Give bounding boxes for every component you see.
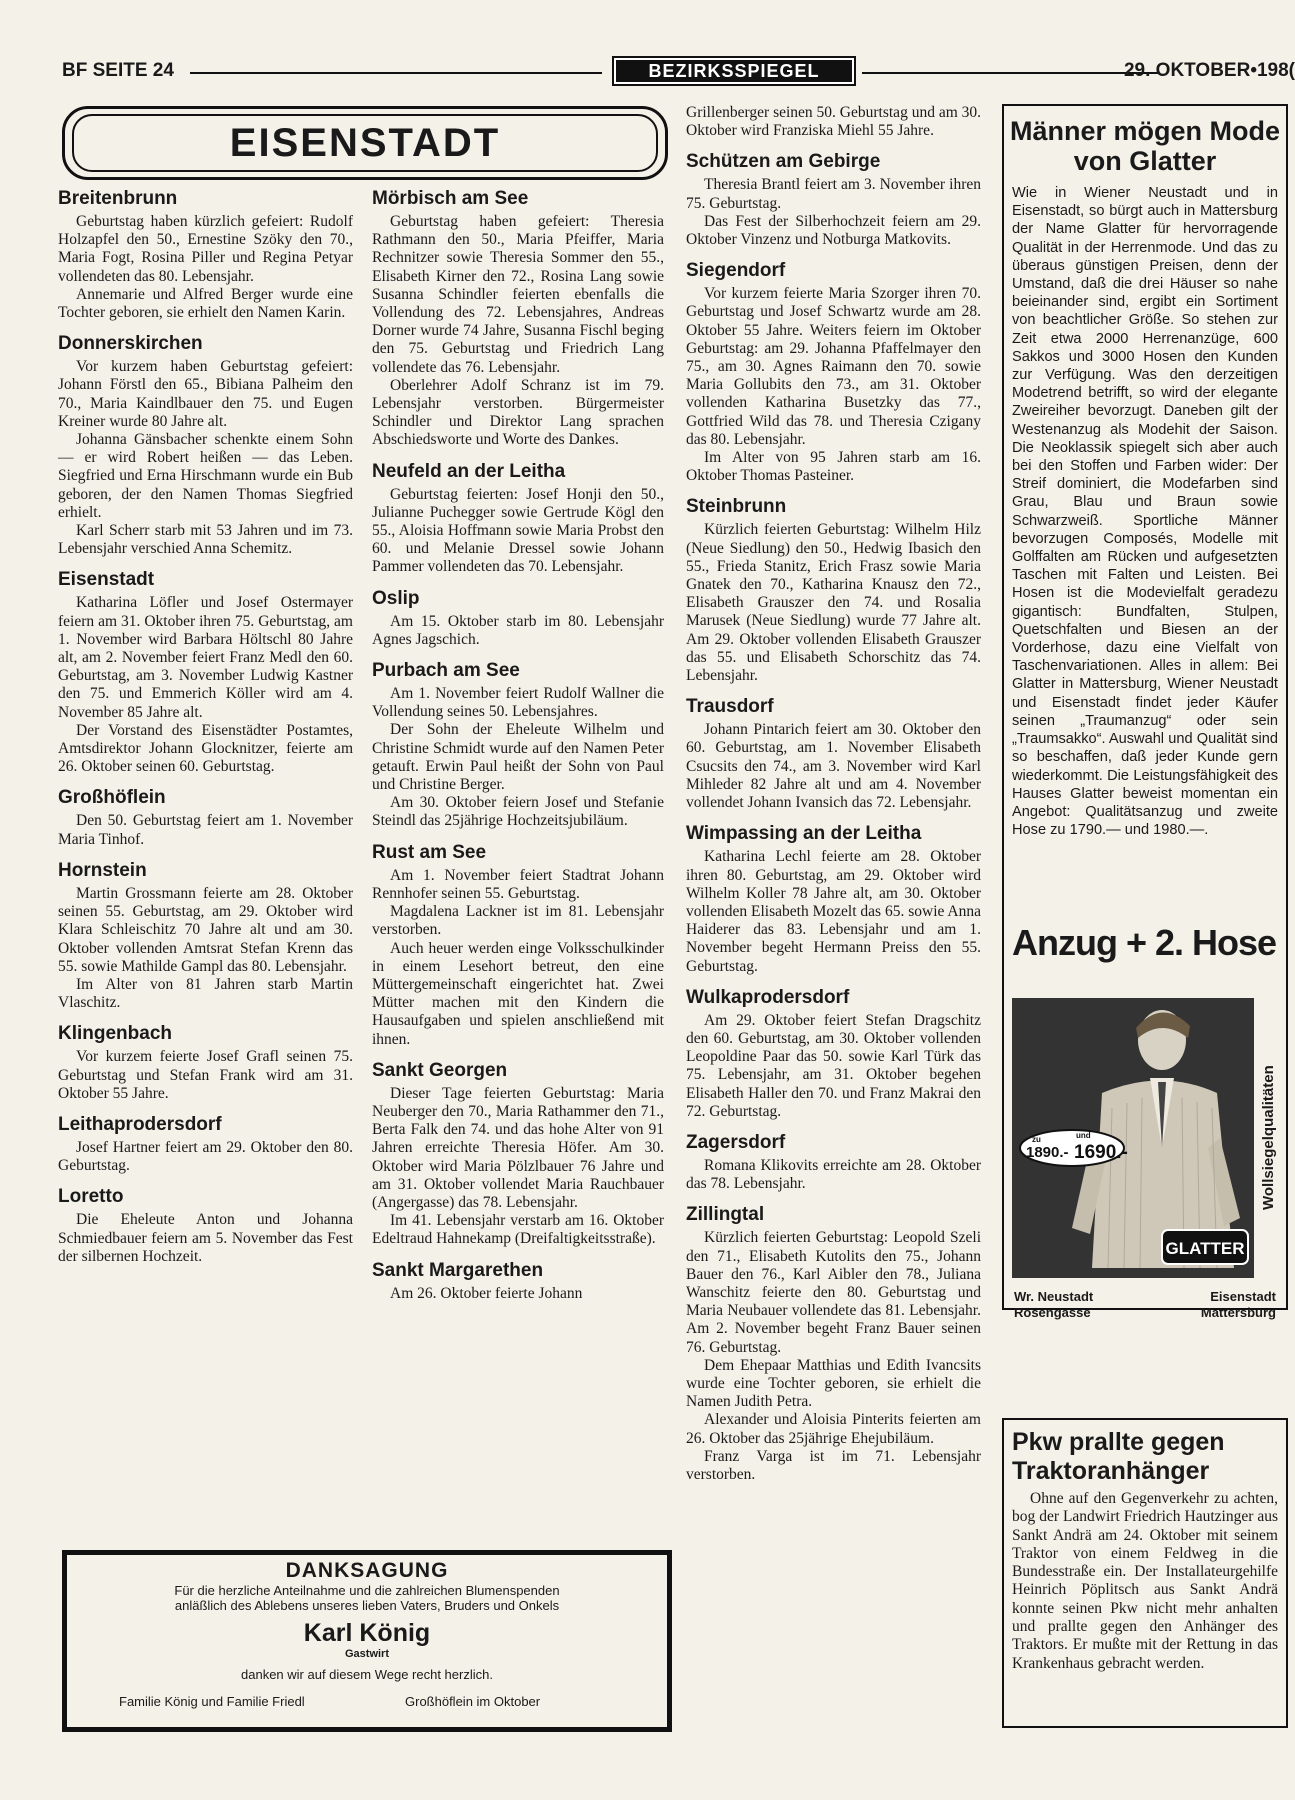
ad-headline: Anzug + 2. Hose bbox=[1012, 922, 1277, 963]
glatter-advertisement bbox=[1002, 104, 1288, 1320]
header-rule-right bbox=[862, 72, 1159, 74]
article-paragraph: Vor kurzem feierte Maria Szorger ihren 70. Geburtstag und Josef Schwartz wurde am 28. Oktober 55 Jahre. Weiters feiern im Oktober Geburtstag: am 29. Johanna Pfaffelmayer den 75., am 30. Agnes Raimann den 70. sowie Maria Gollubits den 73., am 31. Oktober vollenden Katharina Busetzky das 77., Gottfried Wild das 78. und Theresia Czigany das 80. Lebensjahr. bbox=[686, 285, 981, 448]
ad-location-2 bbox=[1174, 1289, 1276, 1321]
article-heading: Schützen am Gebirge bbox=[686, 151, 881, 173]
article-paragraph: Johanna Gänsbacher schenkte einem Sohn — er wird Robert heißen — das Leben. Siegfried und Erna Hirschmann wurde ein Bub geboren, der den Namen Thomas Siegfried erhielt. bbox=[58, 431, 353, 521]
article-section bbox=[686, 260, 981, 485]
article-heading: Siegendorf bbox=[686, 260, 786, 282]
article-heading: Eisenstadt bbox=[58, 569, 155, 591]
article-section bbox=[372, 1260, 664, 1303]
article-paragraph: Franz Varga ist im 71. Lebensjahr verstorben. bbox=[686, 1447, 981, 1483]
column-3 bbox=[686, 104, 981, 1484]
article-paragraph: Theresia Brantl feiert am 3. November ihren 75. Geburtstag. bbox=[686, 176, 981, 212]
article-section bbox=[58, 1186, 353, 1266]
issue-date: 29. OKTOBER•198( bbox=[1123, 60, 1295, 81]
deceased-role: Gastwirt bbox=[344, 1648, 389, 1660]
article-heading: Trausdorf bbox=[686, 696, 774, 718]
article-heading: Steinbrunn bbox=[686, 496, 787, 518]
ad-location-city: Eisenstadt bbox=[1210, 1289, 1276, 1304]
column-2 bbox=[372, 188, 664, 1303]
article-paragraph: Vor kurzem feierte Josef Grafl seinen 75. Geburtstag und Stefan Frank wird am 31. Oktober 55 Jahre. bbox=[58, 1048, 353, 1102]
article-section bbox=[372, 660, 664, 831]
article-heading: Klingenbach bbox=[58, 1023, 173, 1045]
article-paragraph: Kürzlich feierten Geburtstag: Leopold Szeli den 71., Elisabeth Kutolits den 75., Johann Bauer den 76., Karl Aibler den 78., Juliana Wanschitz feierte den 80. Geburtstag und Maria Neubauer vollendete das 81. Lebensjahr. Am 2. November begeht Franz Bauer seinen 76. Geburtstag. bbox=[686, 1229, 981, 1356]
article-section bbox=[686, 1132, 981, 1193]
news-title: Pkw prallte gegen Traktoranhänger bbox=[1012, 1428, 1225, 1485]
article-paragraph: Im Alter von 81 Jahren starb Martin Vlaschitz. bbox=[58, 975, 353, 1012]
article-paragraph: Der Sohn der Eheleute Wilhelm und Christine Schmidt wurde auf den Namen Peter getauft. Erwin Paul heißt der Sohn von Paul und Christine Berger. bbox=[372, 721, 664, 794]
article-section bbox=[58, 1023, 353, 1103]
article-paragraph: Am 15. Oktober starb im 80. Lebensjahr Agnes Jagschich. bbox=[372, 612, 664, 648]
article-paragraph: Am 1. November feiert Stadtrat Johann Rennhofer seinen 55. Geburtstag. bbox=[372, 866, 664, 902]
article-section bbox=[58, 569, 353, 776]
article-paragraph: Josef Hartner feiert am 29. Oktober den 80. Geburtstag. bbox=[58, 1138, 353, 1175]
article-section bbox=[58, 333, 353, 558]
article-paragraph: Karl Scherr starb mit 53 Jahren und im 73. Lebensjahr verschied Anna Schemitz. bbox=[58, 522, 353, 558]
article-paragraph: Annemarie und Alfred Berger wurde eine Tochter geboren, sie erhielt den Namen Karin. bbox=[58, 285, 353, 322]
article-paragraph: Vor kurzem haben Geburtstag gefeiert: Johann Förstl den 65., Bibiana Palheim den 70., Maria Kaindlbauer den 75. und Eugen Kreiner wurde 80 Jahre alt. bbox=[58, 358, 353, 430]
danksagung-place: Großhöflein im Oktober bbox=[405, 1694, 541, 1709]
article-section bbox=[58, 1114, 353, 1175]
danksagung-line: danken wir auf diesem Wege recht herzlich. bbox=[241, 1667, 493, 1682]
article-heading: Zagersdorf bbox=[686, 1131, 786, 1153]
ad-body: Wie in Wiener Neustadt und in Eisenstadt, so bürgt auch in Mattersburg der Name Glatter für hervorragende Qualität in der Herrenmode. Und das zu überaus günstigen Preisen, denn der Umstand, daß die drei Häuser so nahe beieinander sind, ergibt ein Sortiment von beachtlicher Größe. So stehen zur Zeit etwa 2000 Herrenanzüge, 600 Sakkos und 3000 Hosen den Kunden zur Verfügung. Was den derzeitigen Modetrend betrifft, so wird der elegante Zweireiher bevorzugt. Daneben gilt der Westenanzug als Modehit der Saison. Die Neoklassik spiegelt sich aber auch bei den Stoffen und Farben wider: Der Streif dominiert, die Modefarben sind Grau, Blau und Braun sowie Schwarzweiß. Sportliche Männer bevorzugen Composés, Modelle mit Golffalten am Rücken und aufgesetzten Taschen mit Falten und Leisten. Bei Hosen ist die Modevielfalt geradezu gigantisch: Bundfalten, Stulpen, Quetschfalten und Biesen an der Vorderhose, dazu eine Vielfalt von Taschenvariationen. Alles in allem: Bei Glatter in Mattersburg, Wiener Neustadt und Eisenstadt findet jeder Käufer seinen „Traumanzug“ oder sein „Traumsakko“. Auswahl und Qualität sind so beschaffen, daß jeder Kunde gern wiederkommt. Die Leistungsfähigkeit des Hauses Glatter beweist momentan ein Angebot: Qualitätsanzug und zweite Hose zu 1790.— und 1980.—. bbox=[1012, 185, 1278, 839]
article-section bbox=[372, 842, 664, 1049]
danksagung-signature: Familie König und Familie Friedl bbox=[119, 1694, 305, 1709]
article-section bbox=[58, 860, 353, 1012]
article-section bbox=[372, 1060, 664, 1249]
ad-vertical-slogan: Wollsiegelqualitäten bbox=[1260, 1065, 1277, 1211]
article-heading: Mörbisch am See bbox=[372, 188, 529, 209]
article-heading: Loretto bbox=[58, 1186, 124, 1208]
news-body: Ohne auf den Gegenverkehr zu achten, bog der Landwirt Friedrich Hautzinger aus Sankt Andrä am 24. Oktober mit seinem Traktor von einem Feldweg in die Bundesstraße ein. Der Installateurgehilfe Heinrich Pöplitsch aus Sankt Andrä konnte seinen Pkw nicht mehr anhalten und prallte gegen den Anhänger des Traktors. Er mußte mit der Rettung in das Krankenhaus gebracht werden. bbox=[1012, 1490, 1278, 1672]
article-paragraph: Oberlehrer Adolf Schranz ist im 79. Lebensjahr verstorben. Bürgermeister Schindler und Direktor Lang sprachen Abschiedsworte und Worte des Dankes. bbox=[372, 376, 664, 449]
section-label: BEZIRKSSPIEGEL bbox=[612, 56, 856, 86]
article-section bbox=[372, 461, 664, 577]
price-label-small: zu bbox=[1032, 1135, 1041, 1144]
ad-title: Männer mögen Mode von Glatter bbox=[1010, 116, 1281, 176]
price-new: 1690.- bbox=[1074, 1142, 1128, 1163]
article-heading: Donnerskirchen bbox=[58, 333, 203, 355]
article-section bbox=[686, 823, 981, 975]
article-section bbox=[686, 987, 981, 1121]
article-heading: Hornstein bbox=[58, 859, 147, 881]
article-paragraph: Geburtstag feierten: Josef Honji den 50., Julianne Puchegger sowie Gertrude Kögl den 55., Aloisia Hoffmann sowie Maria Probst den 60. und Melanie Dressel sowie Johann Pammer vollendeten das 70. Lebensjahr. bbox=[372, 485, 664, 576]
section-title-frame bbox=[62, 106, 668, 180]
article-section bbox=[372, 588, 664, 649]
article-section bbox=[686, 496, 981, 685]
article-paragraph: Grillenberger seinen 50. Geburtstag und am 30. Oktober wird Franziska Miehl 55 Jahre. bbox=[686, 104, 981, 140]
price-label-small: und bbox=[1076, 1131, 1091, 1140]
article-section bbox=[58, 188, 353, 322]
article-paragraph: Kürzlich feierten Geburtstag: Wilhelm Hilz (Neue Siedlung) den 50., Hedwig Ibasich den 55., Frieda Stanitz, Erich Frasz sowie Maria Gnatek den 70., Katharina Knausz den 72., Elisabeth Grauszer den 74. und Rosalia Marusek (Neue Siedlung) wurde 77 Jahre alt. Am 29. Oktober vollenden Elisabeth Grauszer das 55. und Elisabeth Schorschitz das 74. Lebensjahr. bbox=[686, 521, 981, 685]
article-paragraph: Im Alter von 95 Jahren starb am 16. Oktober Thomas Pasteiner. bbox=[686, 449, 981, 485]
article-paragraph: Auch heuer werden einge Volksschulkinder in einem Lesehort betreut, den eine Müttergemeinschaft eingerichtet hat. Zwei Mütter machen mit den Kindern die Hausaufgaben und spielen anschließend mit ihnen. bbox=[372, 939, 664, 1048]
man-in-suit-illustration bbox=[1012, 998, 1254, 1278]
article-paragraph: Katharina Lechl feierte am 28. Oktober ihren 80. Geburtstag, am 29. Oktober wird Wilhelm Koller 78 Jahre alt, am 30. Oktober vollenden Elisabeth Mozelt das 65. sowie Anna Haiderer das 83. Lebensjahr und am 1. November begeht Hermann Preiss den 55. Geburtstag. bbox=[686, 848, 981, 975]
article-section bbox=[686, 696, 981, 812]
article-paragraph: Romana Klikovits erreichte am 28. Oktober das 78. Lebensjahr. bbox=[686, 1156, 981, 1193]
article-paragraph: Am 30. Oktober feiern Josef und Stefanie Steindl das 25jährige Hochzeitsjubiläum. bbox=[372, 794, 664, 830]
danksagung-line: anläßlich des Ablebens unseres lieben Vaters, Bruders und Onkels bbox=[174, 1598, 560, 1613]
ad-location-1 bbox=[1014, 1289, 1093, 1321]
section-title-inner-frame bbox=[72, 114, 658, 172]
article-paragraph: Alexander und Aloisia Pinterits feierten am 26. Oktober das 25jährige Ehejubiläum. bbox=[686, 1411, 981, 1447]
article-paragraph: Johann Pintarich feiert am 30. Oktober den 60. Geburtstag, am 1. November Elisabeth Csucsits den 74., am 3. November wird Karl Mihleder 82 Jahre alt und am 4. November vollendet Johann Ivansich das 72. Lebensjahr. bbox=[686, 721, 981, 812]
article-paragraph: Am 26. Oktober feierte Johann bbox=[390, 1284, 583, 1302]
article-heading: Breitenbrunn bbox=[58, 188, 178, 209]
article-heading: Neufeld an der Leitha bbox=[372, 460, 566, 482]
page-header bbox=[62, 56, 1295, 86]
brand-logo-text: GLATTER bbox=[1165, 1239, 1245, 1258]
article-paragraph: Geburtstag haben kürzlich gefeiert: Rudolf Holzapfel den 50., Ernestine Szöky den 70., Maria Fogt, Rosina Piller und Regina Petyar vollendeten das 80. Lebensjahr. bbox=[58, 213, 353, 285]
news-box bbox=[1002, 1418, 1288, 1728]
price-old: 1890.- bbox=[1026, 1144, 1069, 1161]
article-heading: Sankt Margarethen bbox=[372, 1259, 544, 1281]
ad-location-city: Wr. Neustadt bbox=[1014, 1289, 1094, 1304]
article-paragraph: Das Fest der Silberhochzeit feiern am 29. Oktober Vinzenz und Notburga Matkovits. bbox=[686, 212, 981, 249]
article-paragraph: Den 50. Geburtstag feiert am 1. November Maria Tinhof. bbox=[58, 812, 353, 848]
section-title: EISENSTADT bbox=[229, 120, 501, 165]
article-paragraph: Am 1. November feiert Rudolf Wallner die Vollendung seines 50. Lebensjahres. bbox=[372, 685, 664, 721]
article-heading: Leithaprodersdorf bbox=[58, 1113, 222, 1135]
article-section bbox=[686, 151, 981, 249]
article-heading: Sankt Georgen bbox=[372, 1059, 508, 1081]
article-section bbox=[372, 188, 664, 450]
article-paragraph: Die Eheleute Anton und Johanna Schmiedbauer feiern am 5. November das Fest der silbernen Hochzeit. bbox=[58, 1211, 353, 1265]
article-heading: Oslip bbox=[372, 587, 420, 609]
article-section bbox=[686, 104, 981, 140]
page-number: BF SEITE 24 bbox=[62, 60, 174, 81]
article-paragraph: Martin Grossmann feierte am 28. Oktober seinen 55. Geburtstag, am 29. Oktober wird Klara Schleischitz 70 Jahre alt und am 30. Oktober vollenden Amtsrat Stefan Krenn das 55. sowie Mathilde Gampl das 80. Lebensjahr. bbox=[58, 884, 353, 975]
article-heading: Wimpassing an der Leitha bbox=[686, 823, 922, 845]
danksagung-notice bbox=[62, 1550, 672, 1732]
article-paragraph: Magdalena Lackner ist im 81. Lebensjahr verstorben. bbox=[372, 903, 664, 939]
article-section bbox=[58, 787, 353, 848]
column-1 bbox=[58, 188, 353, 1266]
danksagung-line: Für die herzliche Anteilnahme und die zahlreichen Blumenspenden bbox=[174, 1583, 560, 1598]
article-paragraph: Am 29. Oktober feiert Stefan Dragschitz den 60. Geburtstag, am 30. Oktober vollenden Leopoldine Paar das 50. sowie Karl Türk das 75. Lebensjahr, am 31. Oktober begehen Elisabeth Haller den 70. und Franz Makrai den 72. Geburtstag. bbox=[686, 1011, 981, 1120]
article-paragraph: Der Vorstand des Eisenstädter Postamtes, Amtsdirektor Johann Glocknitzer, feierte am 26. Oktober seinen 60. Geburtstag. bbox=[58, 721, 353, 776]
article-heading: Rust am See bbox=[372, 841, 487, 863]
ad-location-street: Rosengasse bbox=[1014, 1305, 1091, 1320]
header-rule-left bbox=[190, 72, 602, 74]
article-heading: Zillingtal bbox=[686, 1204, 765, 1226]
article-paragraph: Katharina Löfler und Josef Ostermayer feiern am 31. Oktober ihren 75. Geburtstag, am 1. November wird Barbara Höltschl 80 Jahre alt, am 2. November feiert Franz Medl den 60. Geburtstag, am 3. November Ludwig Kastner den 75. und Emmerich Köller wird am 4. November 85 Jahre alt. bbox=[58, 594, 353, 721]
ad-photo bbox=[1012, 998, 1254, 1278]
article-heading: Wulkaprodersdorf bbox=[686, 986, 850, 1008]
ad-location-city: Mattersburg bbox=[1200, 1305, 1276, 1320]
article-section bbox=[686, 1204, 981, 1484]
article-paragraph: Im 41. Lebensjahr verstarb am 16. Oktober Edeltraud Hahnekamp (Dreifaltigkeitsstraße). bbox=[372, 1212, 664, 1248]
article-paragraph: Dem Ehepaar Matthias und Edith Ivancsits wurde eine Tochter geboren, sie erhielt die Namen Judith Petra. bbox=[686, 1356, 981, 1411]
deceased-name: Karl König bbox=[303, 1619, 431, 1647]
danksagung-title: DANKSAGUNG bbox=[285, 1559, 449, 1582]
article-paragraph: Geburtstag haben gefeiert: Theresia Rathmann den 50., Maria Pfeiffer, Maria Rechnitzer sowie Theresia Sommer den 55., Elisabeth Kirner den 72., Rosina Lang sowie Susanna Schindler feierten ebenfalls die Vollendung des 72. Lebensjahres, Andreas Dorner wurde 74 Jahre, Susanna Fischl beging den 75. Geburtstag und Friedrich Lang vollendete das 76. Lebensjahr. bbox=[372, 213, 664, 376]
article-heading: Großhöflein bbox=[58, 787, 166, 809]
article-heading: Purbach am See bbox=[372, 660, 520, 682]
article-paragraph: Dieser Tage feierten Geburtstag: Maria Neuberger den 70., Maria Rathammer den 71., Berta Falk den 74. und das hohe Alter von 91 Jahren erreichte Theresia Höfer. Am 30. Oktober wird Maria Pölzlbauer 76 Jahre und am 31. Oktober vollendet Maria Rauchbauer (Angergasse) das 78. Lebensjahr. bbox=[372, 1084, 664, 1211]
